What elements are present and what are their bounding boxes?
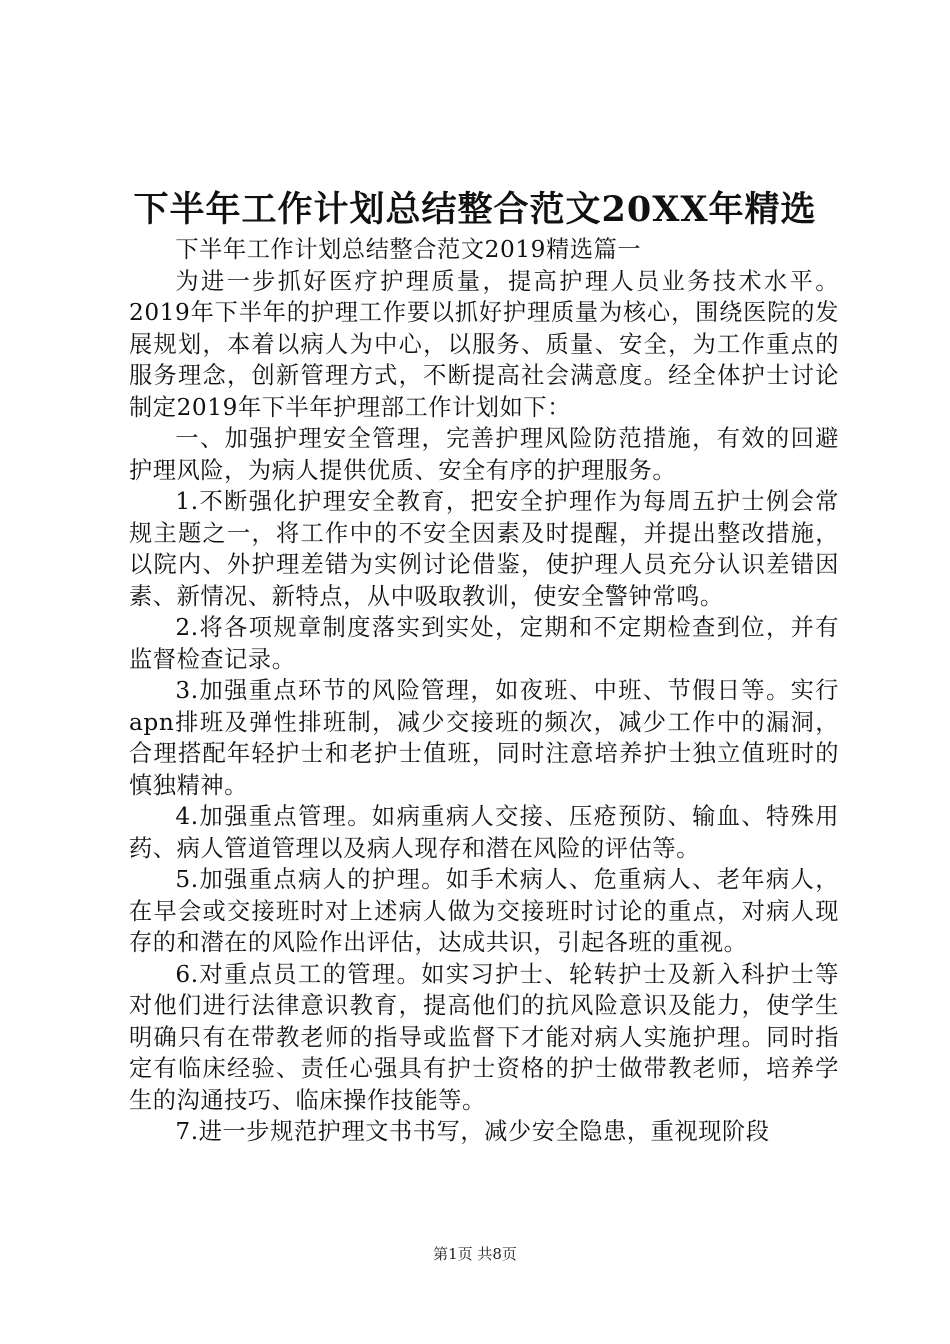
paragraph-intro: 为进一步抓好医疗护理质量，提高护理人员业务技术水平。2019年下半年的护理工作要以抓好护理质量为核心，围绕医院的发展规划，本着以病人为中心，以服务、质量、安全，为工作重点的服务理念，创新管理方式，不断提高社会满意度。经全体护士讨论制定2019年下半年护理部工作计划如下： xyxy=(129,267,839,421)
paragraph-item-6: 6.对重点员工的管理。如实习护士、轮转护士及新入科护士等对他们进行法律意识教育，提高他们的抗风险意识及能力，使学生明确只有在带教老师的指导或监督下才能对病人实施护理。同时指定有临床经验、责任心强具有护士资格的护士做带教老师，培养学生的沟通技巧、临床操作技能等。 xyxy=(129,960,839,1114)
page-number-footer: 第1页 共8页 xyxy=(433,1245,517,1263)
paragraph-section-1: 一、加强护理安全管理，完善护理风险防范措施，有效的回避护理风险，为病人提供优质、安全有序的护理服务。 xyxy=(129,425,839,484)
paragraph-item-3: 3.加强重点环节的风险管理，如夜班、中班、节假日等。实行apn排班及弹性排班制，减少交接班的频次，减少工作中的漏洞，合理搭配年轻护士和老护士值班，同时注意培养护士独立值班时的慎独精神。 xyxy=(129,677,839,799)
document-body xyxy=(129,234,839,1148)
paragraph-item-4: 4.加强重点管理。如病重病人交接、压疮预防、输血、特殊用药、病人管道管理以及病人现存和潜在风险的评估等。 xyxy=(129,803,839,862)
paragraph-subtitle: 下半年工作计划总结整合范文2019精选篇一 xyxy=(175,236,642,263)
paragraph-item-2: 2.将各项规章制度落实到实处，定期和不定期检查到位，并有监督检查记录。 xyxy=(129,614,839,673)
document-title: 下半年工作计划总结整合范文20XX年精选 xyxy=(133,189,817,230)
paragraph-item-5: 5.加强重点病人的护理。如手术病人、危重病人、老年病人，在早会或交接班时对上述病人做为交接班时讨论的重点，对病人现存的和潜在的风险作出评估，达成共识，引起各班的重视。 xyxy=(129,866,839,956)
paragraph-item-1: 1.不断强化护理安全教育，把安全护理作为每周五护士例会常规主题之一，将工作中的不安全因素及时提醒，并提出整改措施，以院内、外护理差错为实例讨论借鉴，使护理人员充分认识差错因素、新情况、新特点，从中吸取教训，使安全警钟常鸣。 xyxy=(129,488,839,610)
paragraph-item-7: 7.进一步规范护理文书书写，减少安全隐患，重视现阶段 xyxy=(175,1118,770,1145)
